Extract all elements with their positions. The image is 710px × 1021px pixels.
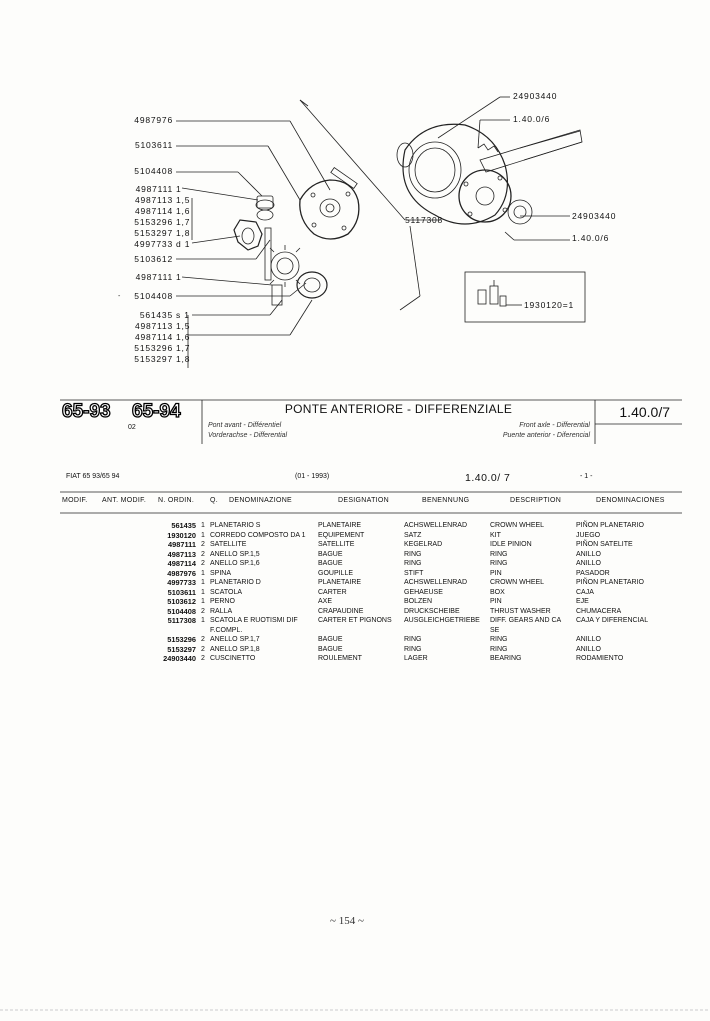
col-denominaciones: DENOMINACIONES [596, 497, 665, 504]
part-number [60, 626, 196, 636]
name-it: ANELLO SP.1,8 [210, 645, 260, 653]
part-number: 4987111 [168, 540, 196, 549]
table-row [60, 635, 672, 645]
part-number: 4987113 [167, 549, 196, 559]
name-it: CORREDO COMPOSTO DA 1 [210, 531, 306, 539]
name-es: CAJA [576, 588, 594, 596]
table-row [60, 645, 672, 655]
name-en: PIN [490, 598, 502, 605]
name-en: PIN [490, 569, 502, 577]
name-en: THRUST WASHER [490, 607, 551, 615]
callout-1-40-0-6-right: 1.40.0/6 [572, 233, 610, 243]
name-it: SCATOLA E RUOTISMI DIF [210, 617, 298, 624]
name-en: RING [490, 560, 508, 567]
quantity: 1 [201, 617, 205, 624]
callout-5103612: 5103612 [134, 254, 173, 264]
table-row [60, 654, 672, 664]
group-number: 02 [128, 424, 136, 431]
page-code: 1.40.0/7 [619, 404, 670, 420]
callout-24903440-top: 24903440 [513, 91, 558, 101]
title-en: Front axle - Differential [519, 422, 590, 429]
name-fr: BAGUE [318, 550, 343, 558]
name-de: ACHSWELLENRAD [404, 579, 468, 586]
table-row [60, 521, 672, 531]
name-it: CUSCINETTO [210, 655, 256, 662]
name-en: BOX [490, 588, 505, 596]
name-it: PERNO [210, 598, 235, 605]
name-it: ANELLO SP.1,5 [210, 550, 260, 558]
callout-4987113-b: 4987113 [134, 321, 173, 331]
name-es: ANILLO [576, 550, 601, 558]
col-denominazione: DENOMINAZIONE [229, 497, 293, 504]
name-en: RING [490, 645, 508, 653]
quantity: 2 [201, 645, 205, 653]
name-es: ANILLO [576, 645, 601, 653]
callout-5153297: 5153297 [134, 228, 173, 238]
name-es: PIÑON SATELITE [576, 541, 633, 548]
parts-table [60, 521, 672, 664]
name-it: ANELLO SP.1,7 [210, 636, 260, 643]
name-en: RING [490, 636, 508, 643]
page-number: ~ 154 ~ [330, 915, 364, 927]
name-it: SPINA [210, 569, 232, 577]
name-es: PASADOR [576, 569, 610, 577]
table-row [60, 550, 672, 560]
table-row [60, 540, 672, 550]
col-benennung: BENENNUNG [422, 497, 470, 504]
name-de: RING [404, 636, 422, 643]
part-number: 24903440 [163, 654, 196, 663]
name-de: DRUCKSCHEIBE [404, 607, 460, 615]
name-en: SE [490, 626, 500, 634]
scan-edge [0, 1000, 710, 1021]
name-fr: GOUPILLE [318, 569, 354, 577]
svg-text:-: - [118, 293, 121, 300]
name-en: BEARING [490, 655, 522, 662]
callout-561435: 561435 [139, 310, 173, 320]
name-en: RING [490, 550, 508, 558]
col-description: DESCRIPTION [510, 497, 562, 504]
callout-4987114-b: 4987114 [134, 332, 173, 342]
title-de: Vorderachse - Differential [208, 432, 288, 439]
quantity: 1 [201, 569, 205, 577]
table-code: 1.40.0/ 7 [465, 472, 511, 484]
callout-4987113: 4987113 [134, 195, 173, 205]
sheet-number: - 1 - [580, 473, 593, 480]
table-row [60, 531, 672, 541]
name-es [576, 626, 672, 636]
part-number: 5153296 [167, 635, 196, 644]
quantity [196, 626, 210, 636]
callout-suffix: 1,7 [176, 343, 191, 353]
name-en: CROWN WHEEL [490, 522, 545, 529]
quantity: 2 [201, 560, 205, 567]
col-q: Q. [210, 497, 218, 504]
callout-suffix: 1,6 [176, 206, 191, 216]
name-en: DIFF. GEARS AND CA [490, 617, 562, 624]
quantity: 2 [201, 655, 205, 662]
callout-5153296: 5153296 [134, 217, 173, 227]
col-designation: DESIGNATION [338, 497, 390, 504]
table-row [60, 559, 672, 569]
name-es: PIÑON PLANETARIO [576, 522, 644, 529]
name-en: CROWN WHEEL [490, 579, 545, 586]
table-row [60, 597, 672, 607]
name-en: KIT [490, 531, 501, 539]
callout-4987111: 4987111 [135, 184, 173, 194]
quantity: 1 [201, 531, 205, 539]
name-de: SATZ [404, 531, 422, 539]
callout-4997733: 4997733 [134, 239, 173, 249]
callout-suffix: 1,6 [176, 332, 191, 342]
callout-4987976: 4987976 [134, 115, 173, 125]
name-de: RING [404, 560, 422, 567]
callout-4987111-b: 4987111 [135, 272, 173, 282]
quantity: 2 [201, 607, 205, 615]
callout-suffix: d 1 [176, 239, 191, 249]
name-fr: PLANETAIRE [318, 522, 362, 529]
callout-5153296-b: 5153296 [134, 343, 173, 353]
name-es: CHUMACERA [576, 607, 622, 615]
part-number: 5104408 [167, 606, 196, 616]
quantity: 2 [201, 550, 205, 558]
callout-5153297-b: 5153297 [134, 354, 173, 364]
name-it: SCATOLA [210, 588, 243, 596]
col-ant-modif: ANT. MODIF. [102, 497, 147, 504]
model-logo-65-93: 65-93 [62, 401, 111, 422]
name-fr: CARTER ET PIGNONS [318, 617, 392, 624]
name-fr: BAGUE [318, 645, 343, 653]
name-fr: CRAPAUDINE [318, 607, 364, 615]
name-es: CAJA Y DIFERENCIAL [576, 617, 649, 624]
table-row [60, 588, 672, 598]
name-fr: EQUIPEMENT [318, 531, 365, 539]
model-logo-65-94: 65-94 [132, 401, 181, 422]
name-it: PLANETARIO S [210, 522, 261, 529]
name-it: RALLA [210, 607, 233, 615]
name-fr [318, 626, 404, 636]
name-it: PLANETARIO D [210, 579, 261, 586]
callout-5104408: 5104408 [134, 166, 173, 176]
callout-5117308: 5117308 [405, 215, 444, 225]
part-number: 5153297 [167, 644, 196, 654]
date-info: (01 - 1993) [295, 473, 330, 480]
callout-suffix: 1 [176, 272, 182, 282]
col-modif: MODIF. [62, 497, 88, 504]
name-es: RODAMIENTO [576, 655, 624, 662]
table-row [60, 616, 672, 626]
name-es: EJE [576, 598, 589, 605]
title-es: Puente anterior - Diferencial [502, 432, 590, 439]
name-fr: PLANETAIRE [318, 579, 362, 586]
model-info: FIAT 65 93/65 94 [66, 473, 120, 480]
table-row [60, 607, 672, 617]
name-de: LAGER [404, 655, 428, 662]
name-de: KEGELRAD [404, 541, 443, 548]
exploded-view-drawing [0, 0, 710, 380]
callout-suffix: 1,5 [176, 195, 191, 205]
quantity: 2 [201, 541, 205, 548]
callout-suffix: 1,8 [176, 354, 191, 364]
name-fr: CARTER [318, 588, 347, 596]
name-it: F.COMPL. [210, 626, 243, 634]
callout-4987114: 4987114 [134, 206, 173, 216]
callout-1-40-0-6-top: 1.40.0/6 [513, 114, 551, 124]
name-es: ANILLO [576, 636, 601, 643]
name-de: RING [404, 645, 422, 653]
quantity: 1 [201, 588, 205, 596]
callout-suffix: 1 [176, 184, 182, 194]
table-row [60, 569, 672, 579]
col-n-ordin: N. ORDIN. [158, 497, 195, 504]
callout-kit-1930120: 1930120=1 [524, 300, 574, 310]
name-fr: AXE [318, 598, 333, 605]
name-fr: ROULEMENT [318, 655, 362, 662]
name-de: RING [404, 550, 422, 558]
name-de: ACHSWELLENRAD [404, 522, 468, 529]
callout-suffix: s 1 [176, 310, 190, 320]
callout-5103611: 5103611 [134, 140, 173, 150]
part-number: 4997733 [167, 578, 196, 587]
callout-suffix: 1,8 [176, 228, 191, 238]
quantity: 2 [201, 636, 205, 643]
callout-suffix: 1,5 [176, 321, 191, 331]
name-de [404, 626, 490, 636]
part-number: 5117308 [167, 616, 196, 625]
part-number: 4987114 [167, 559, 196, 568]
name-fr: BAGUE [318, 560, 343, 567]
name-es: PIÑON PLANETARIO [576, 579, 644, 586]
callout-24903440-right: 24903440 [572, 211, 617, 221]
quantity: 1 [201, 598, 205, 605]
table-row [60, 578, 672, 588]
section-title: PONTE ANTERIORE - DIFFERENZIALE [284, 402, 513, 416]
callout-suffix: 1,7 [176, 217, 191, 227]
quantity: 1 [201, 522, 205, 529]
name-de: BOLZEN [404, 598, 433, 605]
name-en: IDLE PINION [490, 541, 532, 548]
callout-5104408-b: 5104408 [134, 291, 173, 301]
name-de: STIFT [404, 569, 424, 577]
part-number: 5103611 [167, 587, 196, 597]
name-es: JUEGO [576, 531, 601, 539]
table-row [60, 626, 672, 636]
name-es: ANILLO [576, 560, 601, 567]
name-it: ANELLO SP.1,6 [210, 560, 260, 567]
name-de: GEHAEUSE [404, 588, 443, 596]
title-fr: Pont avant - Différentiel [208, 422, 282, 429]
part-number: 4987976 [167, 568, 196, 578]
name-de: AUSGLEICHGETRIEBE [404, 617, 480, 624]
name-fr: BAGUE [318, 636, 343, 643]
part-number: 561435 [171, 521, 196, 530]
catalog-header [60, 395, 682, 445]
name-it: SATELLITE [210, 541, 247, 548]
quantity: 1 [201, 579, 205, 586]
part-number: 5103612 [167, 597, 196, 606]
name-fr: SATELLITE [318, 541, 355, 548]
part-number: 1930120 [167, 530, 196, 540]
